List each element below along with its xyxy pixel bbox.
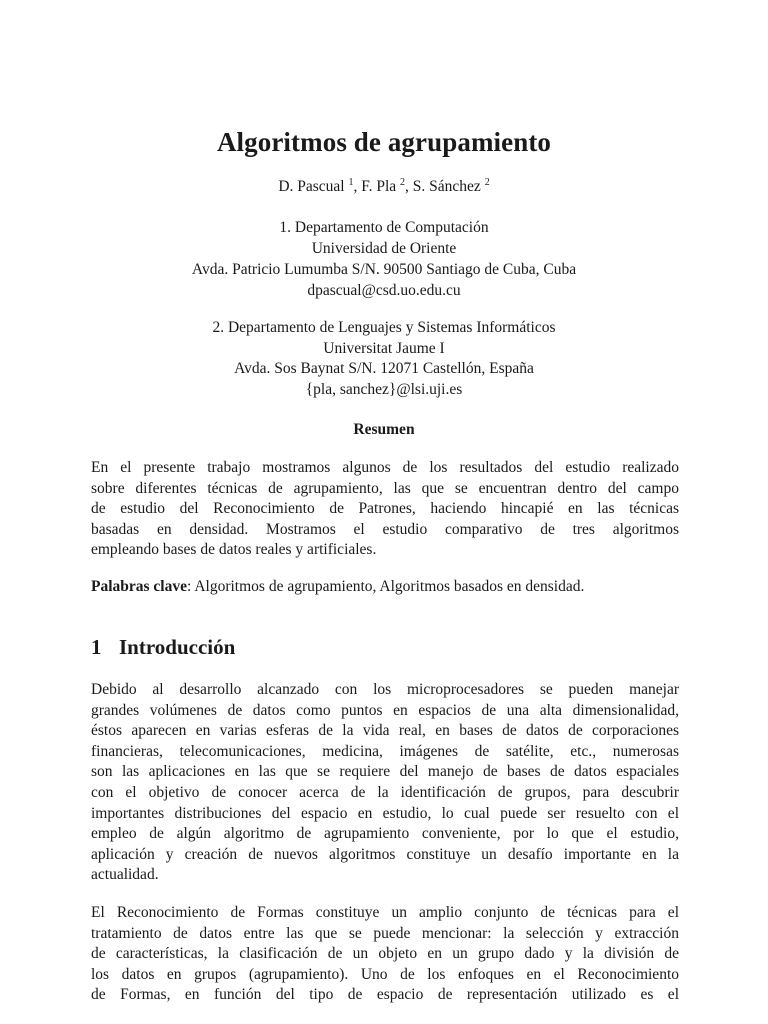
section-title: Introducción	[119, 635, 236, 659]
section-heading	[91, 635, 235, 660]
affiliation-2-department: 2. Departamento de Lenguajes y Sistemas Informáticos	[212, 319, 556, 336]
abstract-paragraph	[91, 458, 679, 561]
affiliation-2-email: {pla, sanchez}@lsi.uji.es	[305, 381, 463, 398]
affiliation-1-university: Universidad de Oriente	[311, 240, 457, 257]
section-number: 1	[91, 635, 102, 659]
text-line: de estudio del Reconocimiento de Patrones, haciendo hincapié en las técnicas	[91, 500, 679, 518]
text-line: En el presente trabajo mostramos algunos de los resultados del estudio realizado	[91, 459, 679, 476]
text-line: sobre diferentes técnicas de agrupamiento, las que se encuentran dentro del campo	[91, 479, 679, 497]
text-line: Debido al desarrollo alcanzado con los microprocesadores se pueden manejar	[91, 681, 679, 698]
text-line: los datos en grupos (agrupamiento). Uno de los enfoques en el Reconocimiento	[91, 965, 679, 983]
keywords-label: Palabras clave	[91, 578, 187, 595]
affiliation-1-email: dpascual@csd.uo.edu.cu	[307, 282, 461, 299]
text-line: empleando bases de datos reales y artificiales.	[91, 541, 377, 559]
author-affiliation-mark: 2	[400, 177, 406, 188]
keywords-line	[91, 578, 584, 596]
text-line: actualidad.	[91, 866, 159, 884]
affiliation-2-university: Universitat Jaume I	[323, 340, 445, 357]
author-affiliation-mark: 1	[348, 177, 354, 188]
author-pascual: D. Pascual	[278, 178, 349, 195]
text-line: de Formas, en función del tipo de espacio de representación utilizado es el	[91, 986, 679, 1004]
author-pla: , F. Pla	[353, 178, 401, 195]
affiliation-1-department: 1. Departamento de Computación	[279, 219, 489, 236]
text-line: importantes distribuciones del espacio en estudio, lo cual puede ser resuelto con el	[91, 804, 679, 822]
text-line: con el objetivo de conocer acerca de la identificación de grupos, para descubrir	[91, 783, 679, 801]
introduction-paragraph-1	[91, 680, 679, 886]
abstract-heading: Resumen	[353, 421, 415, 438]
text-line: de características, la clasificación de un objeto en un grupo dado y la división de	[91, 945, 679, 963]
introduction-paragraph-2	[91, 903, 679, 1006]
paper-title: Algoritmos de agrupamiento	[216, 127, 552, 157]
affiliation-1-address: Avda. Patricio Lumumba S/N. 90500 Santiago de Cuba, Cuba	[191, 261, 577, 278]
text-line: grandes volúmenes de datos como puntos en espacios de una alta dimensionalidad,	[91, 701, 679, 719]
author-affiliation-mark: 2	[484, 177, 490, 188]
author-sanchez: , S. Sánchez	[405, 178, 485, 195]
text-line: basadas en densidad. Mostramos el estudio comparativo de tres algoritmos	[91, 520, 679, 538]
text-line: son las aplicaciones en las que se requiere del manejo de bases de datos espaciales	[91, 763, 679, 781]
text-line: aplicación y creación de nuevos algoritmos constituye un desafío importante en la	[91, 845, 679, 863]
text-line: El Reconocimiento de Formas constituye un amplio conjunto de técnicas para el	[91, 904, 679, 921]
text-line: financieras, telecomunicaciones, medicina, imágenes de satélite, etc., numerosas	[91, 742, 679, 760]
author-list	[0, 178, 768, 196]
keywords-text: : Algoritmos de agrupamiento, Algoritmos basados en densidad.	[187, 578, 585, 595]
affiliation-2-address: Avda. Sos Baynat S/N. 12071 Castellón, España	[234, 360, 534, 377]
text-line: empleo de algún algoritmo de agrupamiento conveniente, por lo que el estudio,	[91, 825, 679, 843]
text-line: tratamiento de datos entre las que se puede mencionar: la selección y extracción	[91, 924, 679, 942]
text-line: éstos aparecen en varias esferas de la vida real, en bases de datos de corporaciones	[91, 722, 679, 740]
